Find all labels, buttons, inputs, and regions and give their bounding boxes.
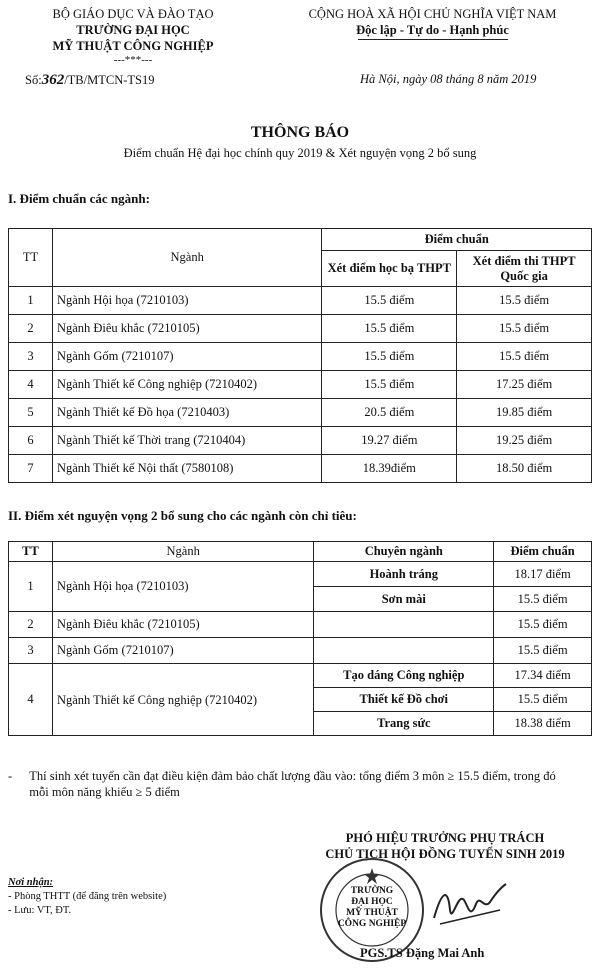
table-row (9, 287, 592, 315)
document-number (25, 72, 154, 89)
national-motto: Độc lập - Tự do - Hạnh phúc (356, 23, 509, 37)
t1-row4-tt: 4 (9, 371, 53, 399)
t2-row4-score3: 18.38 điểm (494, 712, 592, 736)
t1-header-nganh: Ngành (52, 229, 321, 287)
t1-row6-nganh: Ngành Thiết kế Thời trang (7210404) (52, 427, 321, 455)
t1-row7-thi: 18.50 điểm (457, 455, 592, 483)
t2-row2-score: 15.5 điểm (494, 612, 592, 638)
recipient-item: - Phòng THTT (để đăng trên website) (8, 891, 167, 902)
t2-row1-spec1: Hoành tráng (314, 562, 494, 587)
t1-row7-nganh: Ngành Thiết kế Nội thất (7580108) (52, 455, 321, 483)
t1-row7-hoc-ba: 18.39điểm (322, 455, 457, 483)
table-row (9, 371, 592, 399)
t2-row4-spec3: Trang sức (314, 712, 494, 736)
t1-row7-tt: 7 (9, 455, 53, 483)
t2-row1-score2: 15.5 điểm (494, 587, 592, 612)
t1-row1-tt: 1 (9, 287, 53, 315)
t1-row5-thi: 19.85 điểm (457, 399, 592, 427)
table-row (9, 612, 592, 638)
table-row (9, 455, 592, 483)
motto-underline (358, 39, 508, 40)
t1-header-hoc-ba: Xét điểm học bạ THPT (322, 251, 457, 287)
t2-header-tt: TT (9, 542, 53, 562)
signature-title-line2: CHỦ TỊCH HỘI ĐỒNG TUYỂN SINH 2019 (325, 847, 565, 861)
t2-row4-tt: 4 (9, 664, 53, 736)
table-row (9, 638, 592, 664)
section2-heading: II. Điểm xét nguyện vọng 2 bổ sung cho các ngành còn chỉ tiêu: (8, 508, 357, 523)
t2-row3-spec (314, 638, 494, 664)
stamp-line3: MỸ THUẬT (346, 908, 398, 918)
signer-name: PGS.TS Đặng Mai Anh (360, 946, 485, 960)
table-row (9, 562, 592, 587)
t2-header-chuyen-nganh: Chuyên ngành (314, 542, 494, 562)
t2-row3-tt: 3 (9, 638, 53, 664)
t2-row3-score: 15.5 điểm (494, 638, 592, 664)
stamp-line2: ĐẠI HỌC (351, 897, 393, 907)
t1-row2-hoc-ba: 15.5 điểm (322, 315, 457, 343)
table-row (9, 343, 592, 371)
admission-note (8, 768, 592, 800)
note-dash: - (8, 769, 13, 783)
notice-subtitle: Điểm chuẩn Hệ đại học chính quy 2019 & Xét nguyện vọng 2 bổ sung (123, 146, 477, 160)
header-left (8, 6, 258, 66)
table-row (9, 427, 592, 455)
header-separator: ---***--- (113, 54, 153, 66)
t2-row1-nganh: Ngành Hội họa (7210103) (52, 562, 314, 612)
section1-table (8, 228, 592, 483)
t1-row4-nganh: Ngành Thiết kế Công nghiệp (7210402) (52, 371, 321, 399)
table-row (9, 315, 592, 343)
t1-row5-hoc-ba: 20.5 điểm (322, 399, 457, 427)
recipients-label: Nơi nhận: (8, 877, 54, 888)
t1-row1-hoc-ba: 15.5 điểm (322, 287, 457, 315)
t1-row1-thi: 15.5 điểm (457, 287, 592, 315)
header-right (270, 6, 595, 40)
t1-header-diem-chuan: Điểm chuẩn (322, 229, 592, 251)
recipient-item: - Lưu: VT, ĐT. (8, 905, 72, 916)
t1-row3-hoc-ba: 15.5 điểm (322, 343, 457, 371)
university-name-line2: MỸ THUẬT CÔNG NGHIỆP (52, 39, 214, 53)
notice-title: THÔNG BÁO (250, 124, 350, 141)
t1-row3-nganh: Ngành Gốm (7210107) (52, 343, 321, 371)
document-date: Hà Nội, ngày 08 tháng 8 năm 2019 (360, 72, 537, 86)
university-name-line1: TRƯỜNG ĐẠI HỌC (76, 23, 190, 37)
t1-row2-nganh: Ngành Điêu khắc (7210105) (52, 315, 321, 343)
t2-row1-tt: 1 (9, 562, 53, 612)
t1-row4-hoc-ba: 15.5 điểm (322, 371, 457, 399)
section1-heading: I. Điểm chuẩn các ngành: (8, 191, 150, 206)
t2-row4-score1: 17.34 điểm (494, 664, 592, 688)
doc-suffix: /TB/MTCN-TS19 (64, 73, 155, 87)
t1-row5-nganh: Ngành Thiết kế Đồ họa (7210403) (52, 399, 321, 427)
t2-row4-nganh: Ngành Thiết kế Công nghiệp (7210402) (52, 664, 314, 736)
t1-row4-thi: 17.25 điểm (457, 371, 592, 399)
country-name: CỘNG HOÀ XÃ HỘI CHỦ NGHĨA VIỆT NAM (308, 7, 557, 21)
t2-row2-nganh: Ngành Điêu khắc (7210105) (52, 612, 314, 638)
t2-header-diem: Điểm chuẩn (494, 542, 592, 562)
recipients-block (8, 876, 166, 918)
t1-row1-nganh: Ngành Hội họa (7210103) (52, 287, 321, 315)
t2-row1-score1: 18.17 điểm (494, 562, 592, 587)
t2-row4-spec2: Thiết kế Đồ chơi (314, 688, 494, 712)
t1-row3-tt: 3 (9, 343, 53, 371)
t1-header-tt: TT (9, 229, 53, 287)
handwritten-signature (430, 880, 510, 935)
t2-row1-spec2: Sơn mài (314, 587, 494, 612)
note-text: Thí sinh xét tuyển cần đạt điều kiện đảm bảo chất lượng đầu vào: tổng điểm 3 môn ≥ 15.5 điểm, trong đó mỗi môn năng khiếu ≥ 5 điểm (29, 769, 556, 799)
doc-prefix: Số: (25, 73, 42, 87)
ministry-name: BỘ GIÁO DỤC VÀ ĐÀO TẠO (52, 7, 214, 21)
t1-row2-tt: 2 (9, 315, 53, 343)
table-row (9, 664, 592, 688)
t2-header-nganh: Ngành (52, 542, 314, 562)
t2-row3-nganh: Ngành Gốm (7210107) (52, 638, 314, 664)
stamp-line1: TRƯỜNG (350, 886, 394, 896)
table-row (9, 399, 592, 427)
t1-row6-hoc-ba: 19.27 điểm (322, 427, 457, 455)
t1-row3-thi: 15.5 điểm (457, 343, 592, 371)
t2-row4-spec1: Tạo dáng Công nghiệp (314, 664, 494, 688)
signature-title-line1: PHÓ HIỆU TRƯỞNG PHỤ TRÁCH (345, 831, 545, 845)
t1-row6-thi: 19.25 điểm (457, 427, 592, 455)
t2-row2-tt: 2 (9, 612, 53, 638)
t1-header-thi: Xét điểm thi THPT Quốc gia (457, 251, 592, 287)
doc-handwritten-number: 362 (41, 72, 65, 88)
stamp-line4: CÔNG NGHIỆP (337, 919, 407, 929)
section2-table (8, 541, 592, 736)
t2-row4-score2: 15.5 điểm (494, 688, 592, 712)
t1-row6-tt: 6 (9, 427, 53, 455)
t1-row5-tt: 5 (9, 399, 53, 427)
t1-row2-thi: 15.5 điểm (457, 315, 592, 343)
t2-row2-spec (314, 612, 494, 638)
